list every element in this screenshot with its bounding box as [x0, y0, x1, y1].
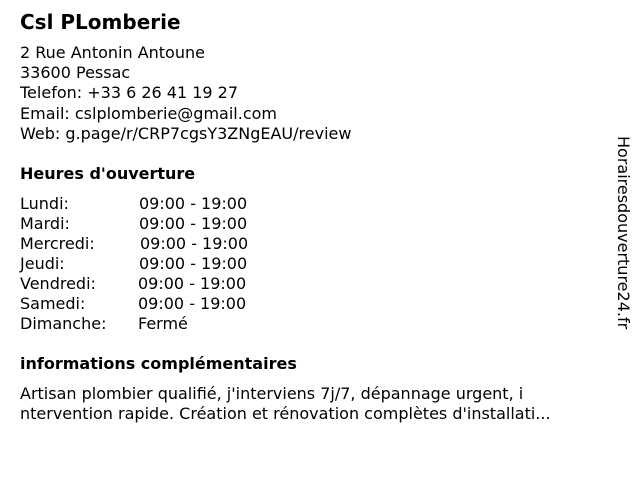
day-label: Vendredi:	[20, 274, 96, 293]
time-value: 09:00 - 19:00	[140, 234, 249, 253]
day-label: Mardi:	[20, 214, 70, 233]
address-street: 2 Rue Antonin Antoune	[20, 43, 205, 62]
business-description	[20, 384, 600, 424]
time-value: 09:00 - 19:00	[139, 214, 248, 233]
address-city: 33600 Pessac	[20, 63, 131, 83]
day-label: Dimanche:	[20, 314, 107, 333]
time-value: 09:00 - 19:00	[139, 194, 248, 213]
day-label: Mercredi:	[20, 234, 95, 253]
email-line: Email: cslplomberie@gmail.com	[20, 103, 277, 123]
description-line-1: Artisan plombier qualifié, j'interviens 7j/7, dépannage urgent, i	[20, 384, 524, 403]
site-watermark: Horairesdouverture24.fr	[614, 136, 633, 330]
web-line: Web: g.page/r/CRP7cgsY3ZNgEAU/review	[20, 123, 352, 143]
time-value: 09:00 - 19:00	[138, 294, 247, 313]
day-label: Lundi:	[20, 194, 69, 213]
day-label: Samedi:	[20, 294, 86, 313]
phone-line: Telefon: +33 6 26 41 19 27	[20, 83, 239, 103]
additional-info-heading: informations complémentaires	[20, 354, 297, 373]
time-value: Fermé	[138, 314, 188, 333]
day-label: Jeudi:	[20, 254, 65, 273]
contact-block	[20, 43, 351, 144]
opening-hours-heading: Heures d'ouverture	[20, 164, 196, 183]
business-name: Csl PLomberie	[20, 10, 181, 34]
time-value: 09:00 - 19:00	[139, 254, 248, 273]
time-value: 09:00 - 19:00	[138, 274, 247, 293]
description-line-2: ntervention rapide. Création et rénovation complètes d'installati...	[20, 404, 551, 423]
